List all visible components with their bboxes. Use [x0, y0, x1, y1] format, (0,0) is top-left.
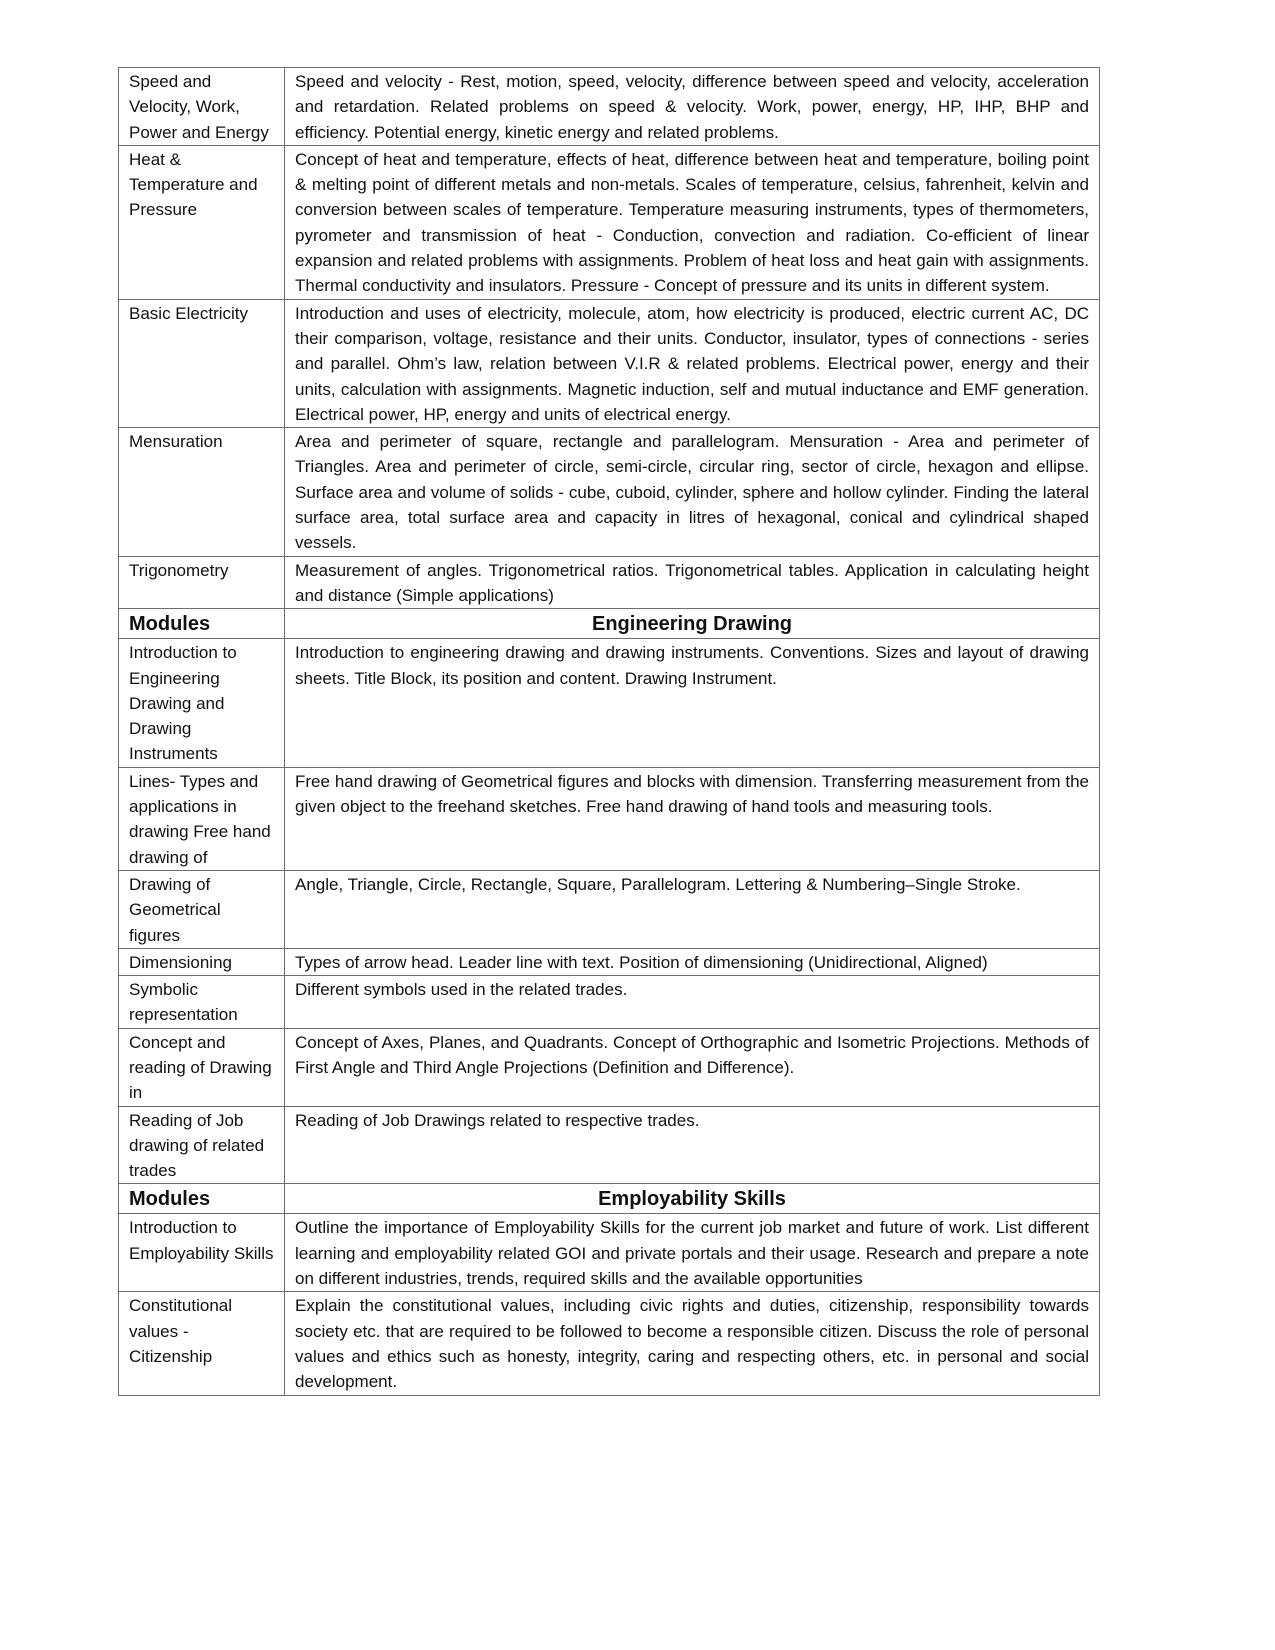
module-name: Lines- Types and applications in drawing Free hand drawing of	[119, 767, 285, 870]
module-name: Symbolic representation	[119, 976, 285, 1029]
module-name: Basic Electricity	[119, 299, 285, 427]
module-description: Free hand drawing of Geometrical figures and blocks with dimension. Transferring measurement from the given object to the freehand sketches. Free hand drawing of hand tools and measuring tools.	[285, 767, 1100, 870]
module-description: Introduction and uses of electricity, molecule, atom, how electricity is produced, electric current AC, DC their comparison, voltage, resistance and their units. Conductor, insulator, types of connections - series and parallel. Ohm’s law, relation between V.I.R & related problems. Electrical power, energy and their units, calculation with assignments. Magnetic induction, self and mutual inductance and EMF generation. Electrical power, HP, energy and units of electrical energy.	[285, 299, 1100, 427]
module-description: Introduction to engineering drawing and drawing instruments. Conventions. Sizes and layout of drawing sheets. Title Block, its position and content. Drawing Instrument.	[285, 639, 1100, 767]
module-name: Constitutional values - Citizenship	[119, 1292, 285, 1395]
section-title: Engineering Drawing	[285, 609, 1100, 639]
table-row	[119, 556, 1100, 609]
section-title: Employability Skills	[285, 1184, 1100, 1214]
table-row	[119, 767, 1100, 870]
module-name: Trigonometry	[119, 556, 285, 609]
module-description: Types of arrow head. Leader line with text. Position of dimensioning (Unidirectional, Aligned)	[285, 948, 1100, 975]
table-row	[119, 1214, 1100, 1292]
module-name: Introduction to Engineering Drawing and Drawing Instruments	[119, 639, 285, 767]
module-description: Angle, Triangle, Circle, Rectangle, Square, Parallelogram. Lettering & Numbering–Single Stroke.	[285, 870, 1100, 948]
module-description: Concept of Axes, Planes, and Quadrants. Concept of Orthographic and Isometric Projections. Methods of First Angle and Third Angle Projections (Definition and Difference).	[285, 1028, 1100, 1106]
table-row	[119, 428, 1100, 556]
modules-column-heading: Modules	[119, 609, 285, 639]
module-name: Heat & Temperature and Pressure	[119, 145, 285, 299]
table-row	[119, 145, 1100, 299]
module-name: Drawing of Geometrical figures	[119, 870, 285, 948]
modules-column-heading: Modules	[119, 1184, 285, 1214]
module-description: Different symbols used in the related trades.	[285, 976, 1100, 1029]
module-name: Speed and Velocity, Work, Power and Energy	[119, 68, 285, 146]
section-header-engineering-drawing	[119, 609, 1100, 639]
syllabus-table	[118, 67, 1100, 1396]
section-header-employability-skills	[119, 1184, 1100, 1214]
module-description: Outline the importance of Employability Skills for the current job market and future of work. List different learning and employability related GOI and private portals and their usage. Research and prepare a note on different industries, trends, required skills and the available opportunities	[285, 1214, 1100, 1292]
table-row	[119, 68, 1100, 146]
module-name: Reading of Job drawing of related trades	[119, 1106, 285, 1184]
table-row	[119, 948, 1100, 975]
module-description: Concept of heat and temperature, effects of heat, difference between heat and temperature, boiling point & melting point of different metals and non-metals. Scales of temperature, celsius, fahrenheit, kelvin and conversion between scales of temperature. Temperature measuring instruments, types of thermometers, pyrometer and transmission of heat - Conduction, convection and radiation. Co-efficient of linear expansion and related problems with assignments. Problem of heat loss and heat gain with assignments. Thermal conductivity and insulators. Pressure - Concept of pressure and its units in different system.	[285, 145, 1100, 299]
module-description: Speed and velocity - Rest, motion, speed, velocity, difference between speed and velocity, acceleration and retardation. Related problems on speed & velocity. Work, power, energy, HP, IHP, BHP and efficiency. Potential energy, kinetic energy and related problems.	[285, 68, 1100, 146]
module-description: Area and perimeter of square, rectangle and parallelogram. Mensuration - Area and perimeter of Triangles. Area and perimeter of circle, semi-circle, circular ring, sector of circle, hexagon and ellipse. Surface area and volume of solids - cube, cuboid, cylinder, sphere and hollow cylinder. Finding the lateral surface area, total surface area and capacity in litres of hexagonal, conical and cylindrical shaped vessels.	[285, 428, 1100, 556]
table-row	[119, 299, 1100, 427]
module-name: Dimensioning	[119, 948, 285, 975]
table-row	[119, 1106, 1100, 1184]
module-name: Introduction to Employability Skills	[119, 1214, 285, 1292]
table-row	[119, 870, 1100, 948]
module-name: Mensuration	[119, 428, 285, 556]
module-name: Concept and reading of Drawing in	[119, 1028, 285, 1106]
module-description: Explain the constitutional values, including civic rights and duties, citizenship, responsibility towards society etc. that are required to be followed to become a responsible citizen. Discuss the role of personal values and ethics such as honesty, integrity, caring and respecting others, etc. in personal and social development.	[285, 1292, 1100, 1395]
module-description: Reading of Job Drawings related to respective trades.	[285, 1106, 1100, 1184]
table-row	[119, 1292, 1100, 1395]
table-row	[119, 1028, 1100, 1106]
table-row	[119, 976, 1100, 1029]
module-description: Measurement of angles. Trigonometrical ratios. Trigonometrical tables. Application in calculating height and distance (Simple applications)	[285, 556, 1100, 609]
table-row	[119, 639, 1100, 767]
